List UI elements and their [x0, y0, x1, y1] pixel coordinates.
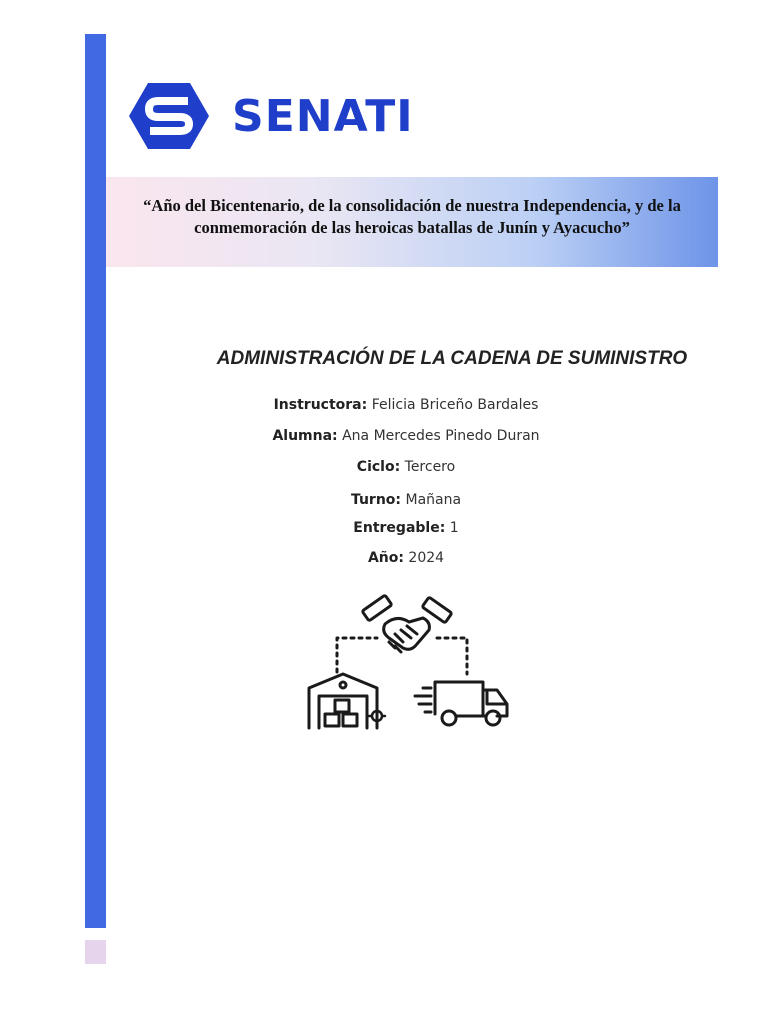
document-title: ADMINISTRACIÓN DE LA CADENA DE SUMINISTRO — [216, 348, 688, 369]
turno-value: Mañana — [405, 492, 462, 508]
motto-banner — [106, 177, 718, 267]
info-turno — [106, 492, 706, 508]
corner-decoration — [85, 940, 106, 964]
delivery-truck-icon — [415, 682, 507, 725]
anio-value: 2024 — [408, 550, 445, 566]
entregable-label: Entregable: — [353, 520, 446, 536]
motto-text: “Año del Bicentenario, de la consolidación de nuestra Independencia, y de la conmemoración de las heroicas batallas de Junín y Ayacucho” — [143, 196, 681, 237]
ciclo-label: Ciclo: — [356, 459, 401, 475]
logo-wordmark: SENATI — [232, 90, 414, 142]
supply-chain-illustration — [305, 592, 515, 732]
senati-logo — [128, 80, 418, 152]
anio-label: Año: — [367, 550, 404, 566]
instructora-label: Instructora: — [273, 397, 368, 413]
turno-label: Turno: — [350, 492, 402, 508]
ciclo-value: Tercero — [404, 459, 456, 475]
warehouse-icon — [309, 674, 385, 728]
info-anio — [106, 550, 706, 566]
info-entregable — [106, 520, 706, 536]
senati-hexagon-s-icon — [128, 81, 210, 151]
entregable-value: 1 — [449, 520, 459, 536]
instructora-value: Felicia Briceño Bardales — [371, 397, 539, 413]
handshake-icon — [362, 595, 452, 652]
info-alumna — [106, 428, 706, 444]
accent-side-bar — [85, 34, 106, 928]
connector-lines — [337, 638, 467, 674]
alumna-label: Alumna: — [272, 428, 338, 444]
alumna-value: Ana Mercedes Pinedo Duran — [342, 428, 540, 444]
info-ciclo — [106, 459, 706, 475]
info-instructora — [106, 397, 706, 413]
